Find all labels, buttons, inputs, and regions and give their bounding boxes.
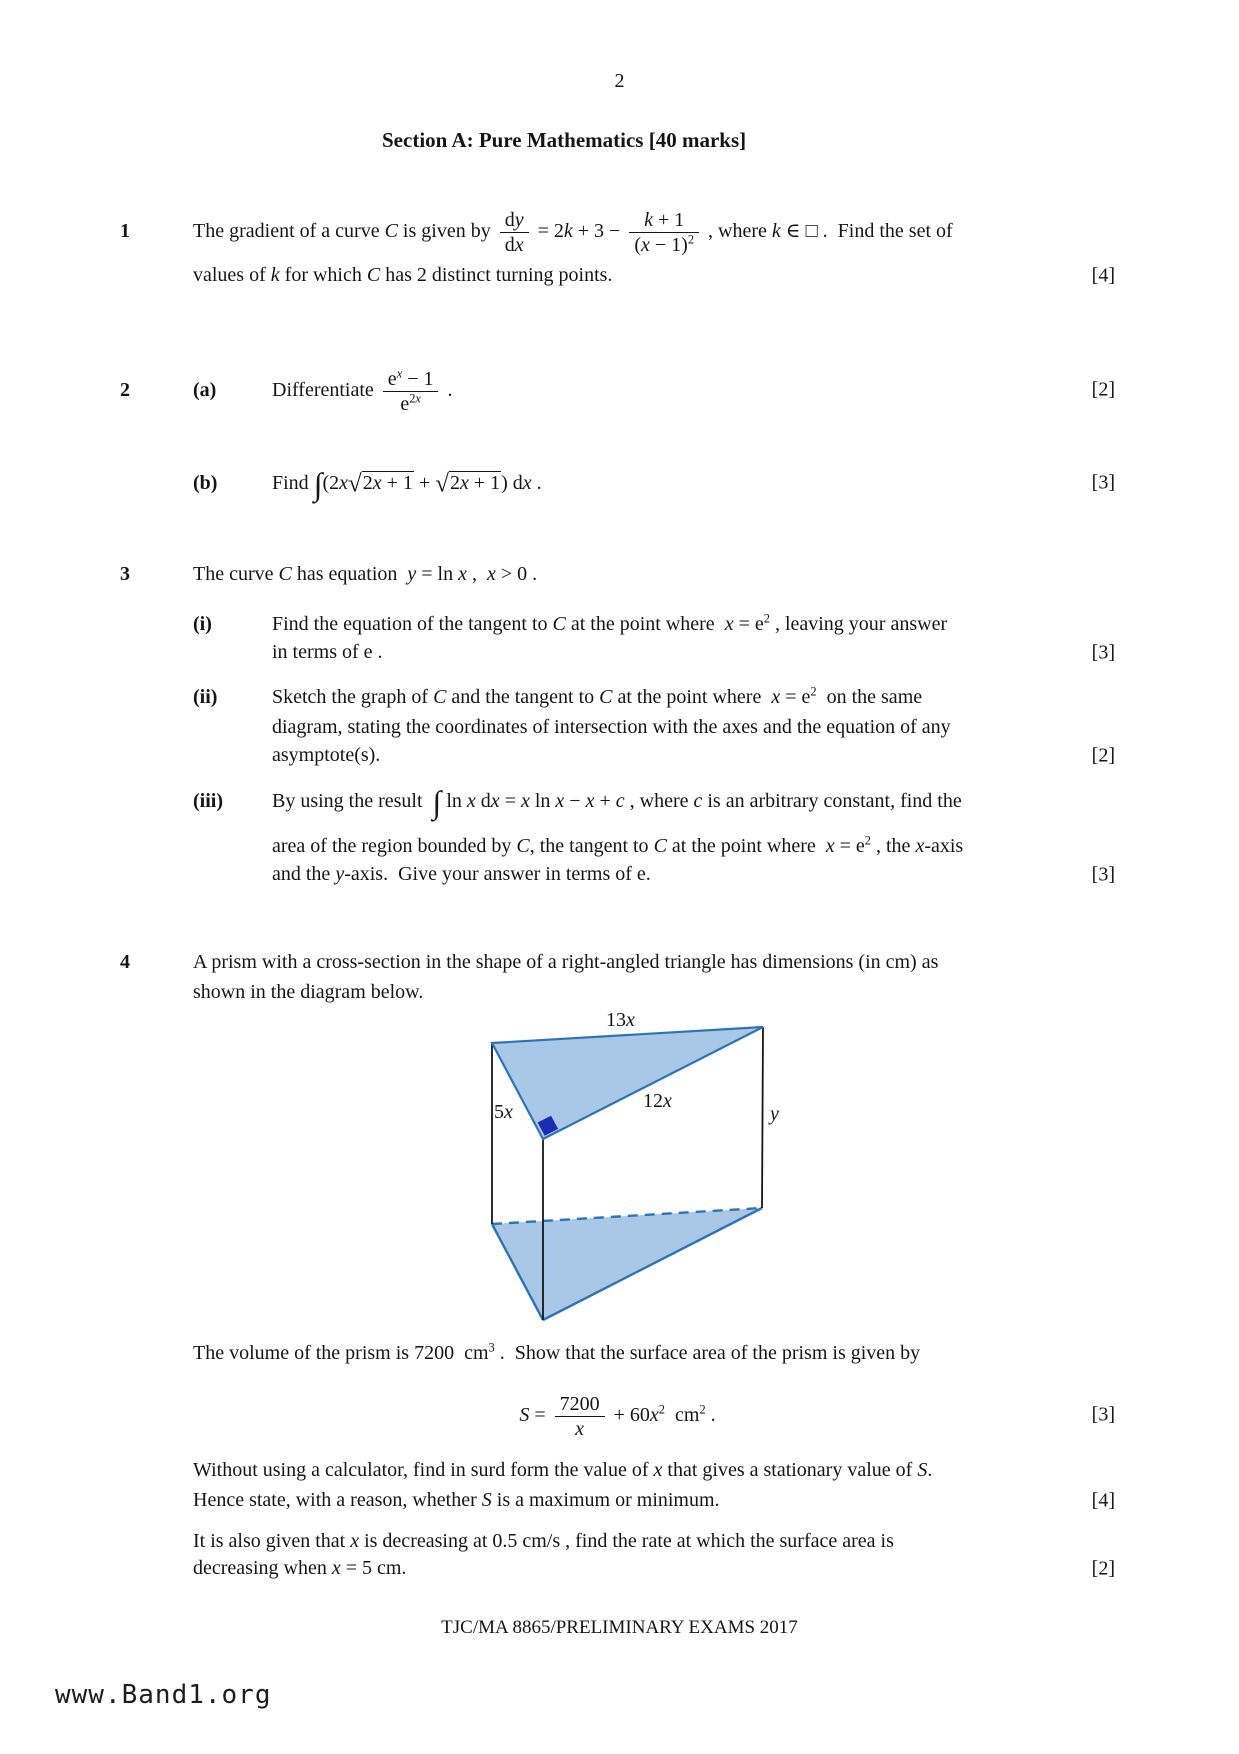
question-4-formula-marks: [3] <box>1091 1403 1115 1426</box>
question-4-rate-text-2: decreasing when x = 5 cm. <box>193 1557 407 1579</box>
prism-vertical-edge-right <box>762 1027 763 1208</box>
dimension-label-hypotenuse: 12x <box>643 1090 672 1112</box>
page-footer: TJC/MA 8865/PRELIMINARY EXAMS 2017 <box>441 1617 798 1638</box>
prism-bottom-face <box>492 1208 762 1320</box>
question-3ii-line-2 <box>120 714 1115 741</box>
question-2a-marks: [2] <box>1091 378 1115 401</box>
question-4-formula-line <box>120 1384 1115 1446</box>
question-3iii-label: (iii) <box>193 790 223 812</box>
question-2a-text: Differentiate $\frac{e^x - 1}{e^{2x}}$ . <box>272 366 453 415</box>
question-2a-line <box>120 357 1115 423</box>
question-2b-marks: [3] <box>1091 471 1115 494</box>
question-1-line-1 <box>120 198 1115 264</box>
question-3-number: 3 <box>120 563 130 585</box>
question-2-number: 2 <box>120 379 130 401</box>
dimension-label-height: y <box>770 1103 779 1125</box>
question-4-rate-marks: [2] <box>1091 1557 1115 1579</box>
question-3iii-text-2: area of the region bounded by C, the tangent to C at the point where $x = e^2$ , the x-axis <box>272 833 964 857</box>
question-4-volume-line <box>120 1340 1115 1367</box>
question-4-surd-line-1 <box>120 1457 1115 1484</box>
question-3iii-text-3: and the y-axis. Give your answer in terms of e. <box>272 863 651 885</box>
question-4-rate-line-2 <box>120 1555 1115 1582</box>
watermark: www.Band1.org <box>55 1680 272 1710</box>
question-3iii-line-1 <box>120 779 1115 823</box>
question-2a-label: (a) <box>193 379 217 401</box>
section-title: Section A: Pure Mathematics [40 marks] <box>382 128 747 152</box>
question-3iii-marks: [3] <box>1091 863 1115 885</box>
question-3-intro-text: The curve C has equation y = ln x , x > 0 . <box>193 563 538 585</box>
question-1-text-1: The gradient of a curve C is given by $\frac{dy}{dx}$ = 2k + 3 − $\frac{k + 1}{(x - 1)^2}$ , where k ∈ □ . Find the set of <box>193 208 953 256</box>
question-4-rate-line-1 <box>120 1528 1115 1555</box>
question-4-surd-text-1: Without using a calculator, find in surd form the value of x that gives a stationary value of S. <box>193 1459 933 1481</box>
question-3ii-text-3: asymptote(s). <box>272 744 381 766</box>
question-3ii-line-3 <box>120 742 1115 769</box>
dimension-label-top: 13x <box>606 1009 635 1031</box>
question-4-text-1: A prism with a cross-section in the shape of a right-angled triangle has dimensions (in cm) as <box>193 951 939 973</box>
question-4-volume-text: The volume of the prism is 7200 $cm^3$ . Show that the surface area of the prism is given by <box>193 1340 921 1364</box>
question-2b-line <box>120 461 1115 505</box>
question-3iii-text-1: By using the result ∫ ln x dx = x ln x − x + c , where c is an arbitrary constant, find the <box>272 783 962 820</box>
question-4-text-2: shown in the diagram below. <box>193 981 424 1003</box>
question-4-number: 4 <box>120 951 130 973</box>
question-3ii-text-1: Sketch the graph of C and the tangent to C at the point where $x = e^2$ on the same <box>272 684 923 708</box>
question-3ii-line-1 <box>120 684 1115 711</box>
dimension-label-left: 5x <box>494 1101 513 1123</box>
question-1-number: 1 <box>120 220 130 242</box>
question-4-line-1 <box>120 949 1115 976</box>
question-3i-text-1: Find the equation of the tangent to C at the point where $x = e^2$ , leaving your answer <box>272 611 948 635</box>
prism-diagram <box>420 1002 820 1332</box>
question-3-intro <box>120 561 1115 588</box>
question-3ii-text-2: diagram, stating the coordinates of intersection with the axes and the equation of any <box>272 716 951 738</box>
question-3ii-marks: [2] <box>1091 744 1115 766</box>
question-4-surd-marks: [4] <box>1091 1489 1115 1511</box>
prism-top-face <box>492 1027 763 1139</box>
question-1-line-2 <box>120 262 1115 289</box>
question-3iii-line-2 <box>120 833 1115 860</box>
question-3iii-line-3 <box>120 861 1115 888</box>
question-4-rate-text-1: It is also given that x is decreasing at 0.5 cm/s , find the rate at which the surface area is <box>193 1530 894 1552</box>
question-3i-text-2: in terms of e . <box>272 641 383 663</box>
question-3i-line-2 <box>120 639 1115 666</box>
question-4-formula: S = $\frac{7200}{x}$ + $60x^2$ $cm^2$ . <box>519 1392 716 1440</box>
question-4-surd-line-2 <box>120 1487 1115 1514</box>
question-3i-label: (i) <box>193 613 212 635</box>
question-4-surd-text-2: Hence state, with a reason, whether S is a maximum or minimum. <box>193 1489 720 1511</box>
question-3ii-label: (ii) <box>193 686 218 708</box>
question-1-marks: [4] <box>1091 264 1115 286</box>
question-1-text-2: values of k for which C has 2 distinct turning points. <box>193 264 613 286</box>
question-3i-line-1 <box>120 611 1115 638</box>
question-2b-label: (b) <box>193 472 218 494</box>
question-2b-text: Find ∫(2x√2x + 1 + √2x + 1) dx . <box>272 465 542 502</box>
question-3i-marks: [3] <box>1091 641 1115 663</box>
page-number: 2 <box>614 70 625 92</box>
